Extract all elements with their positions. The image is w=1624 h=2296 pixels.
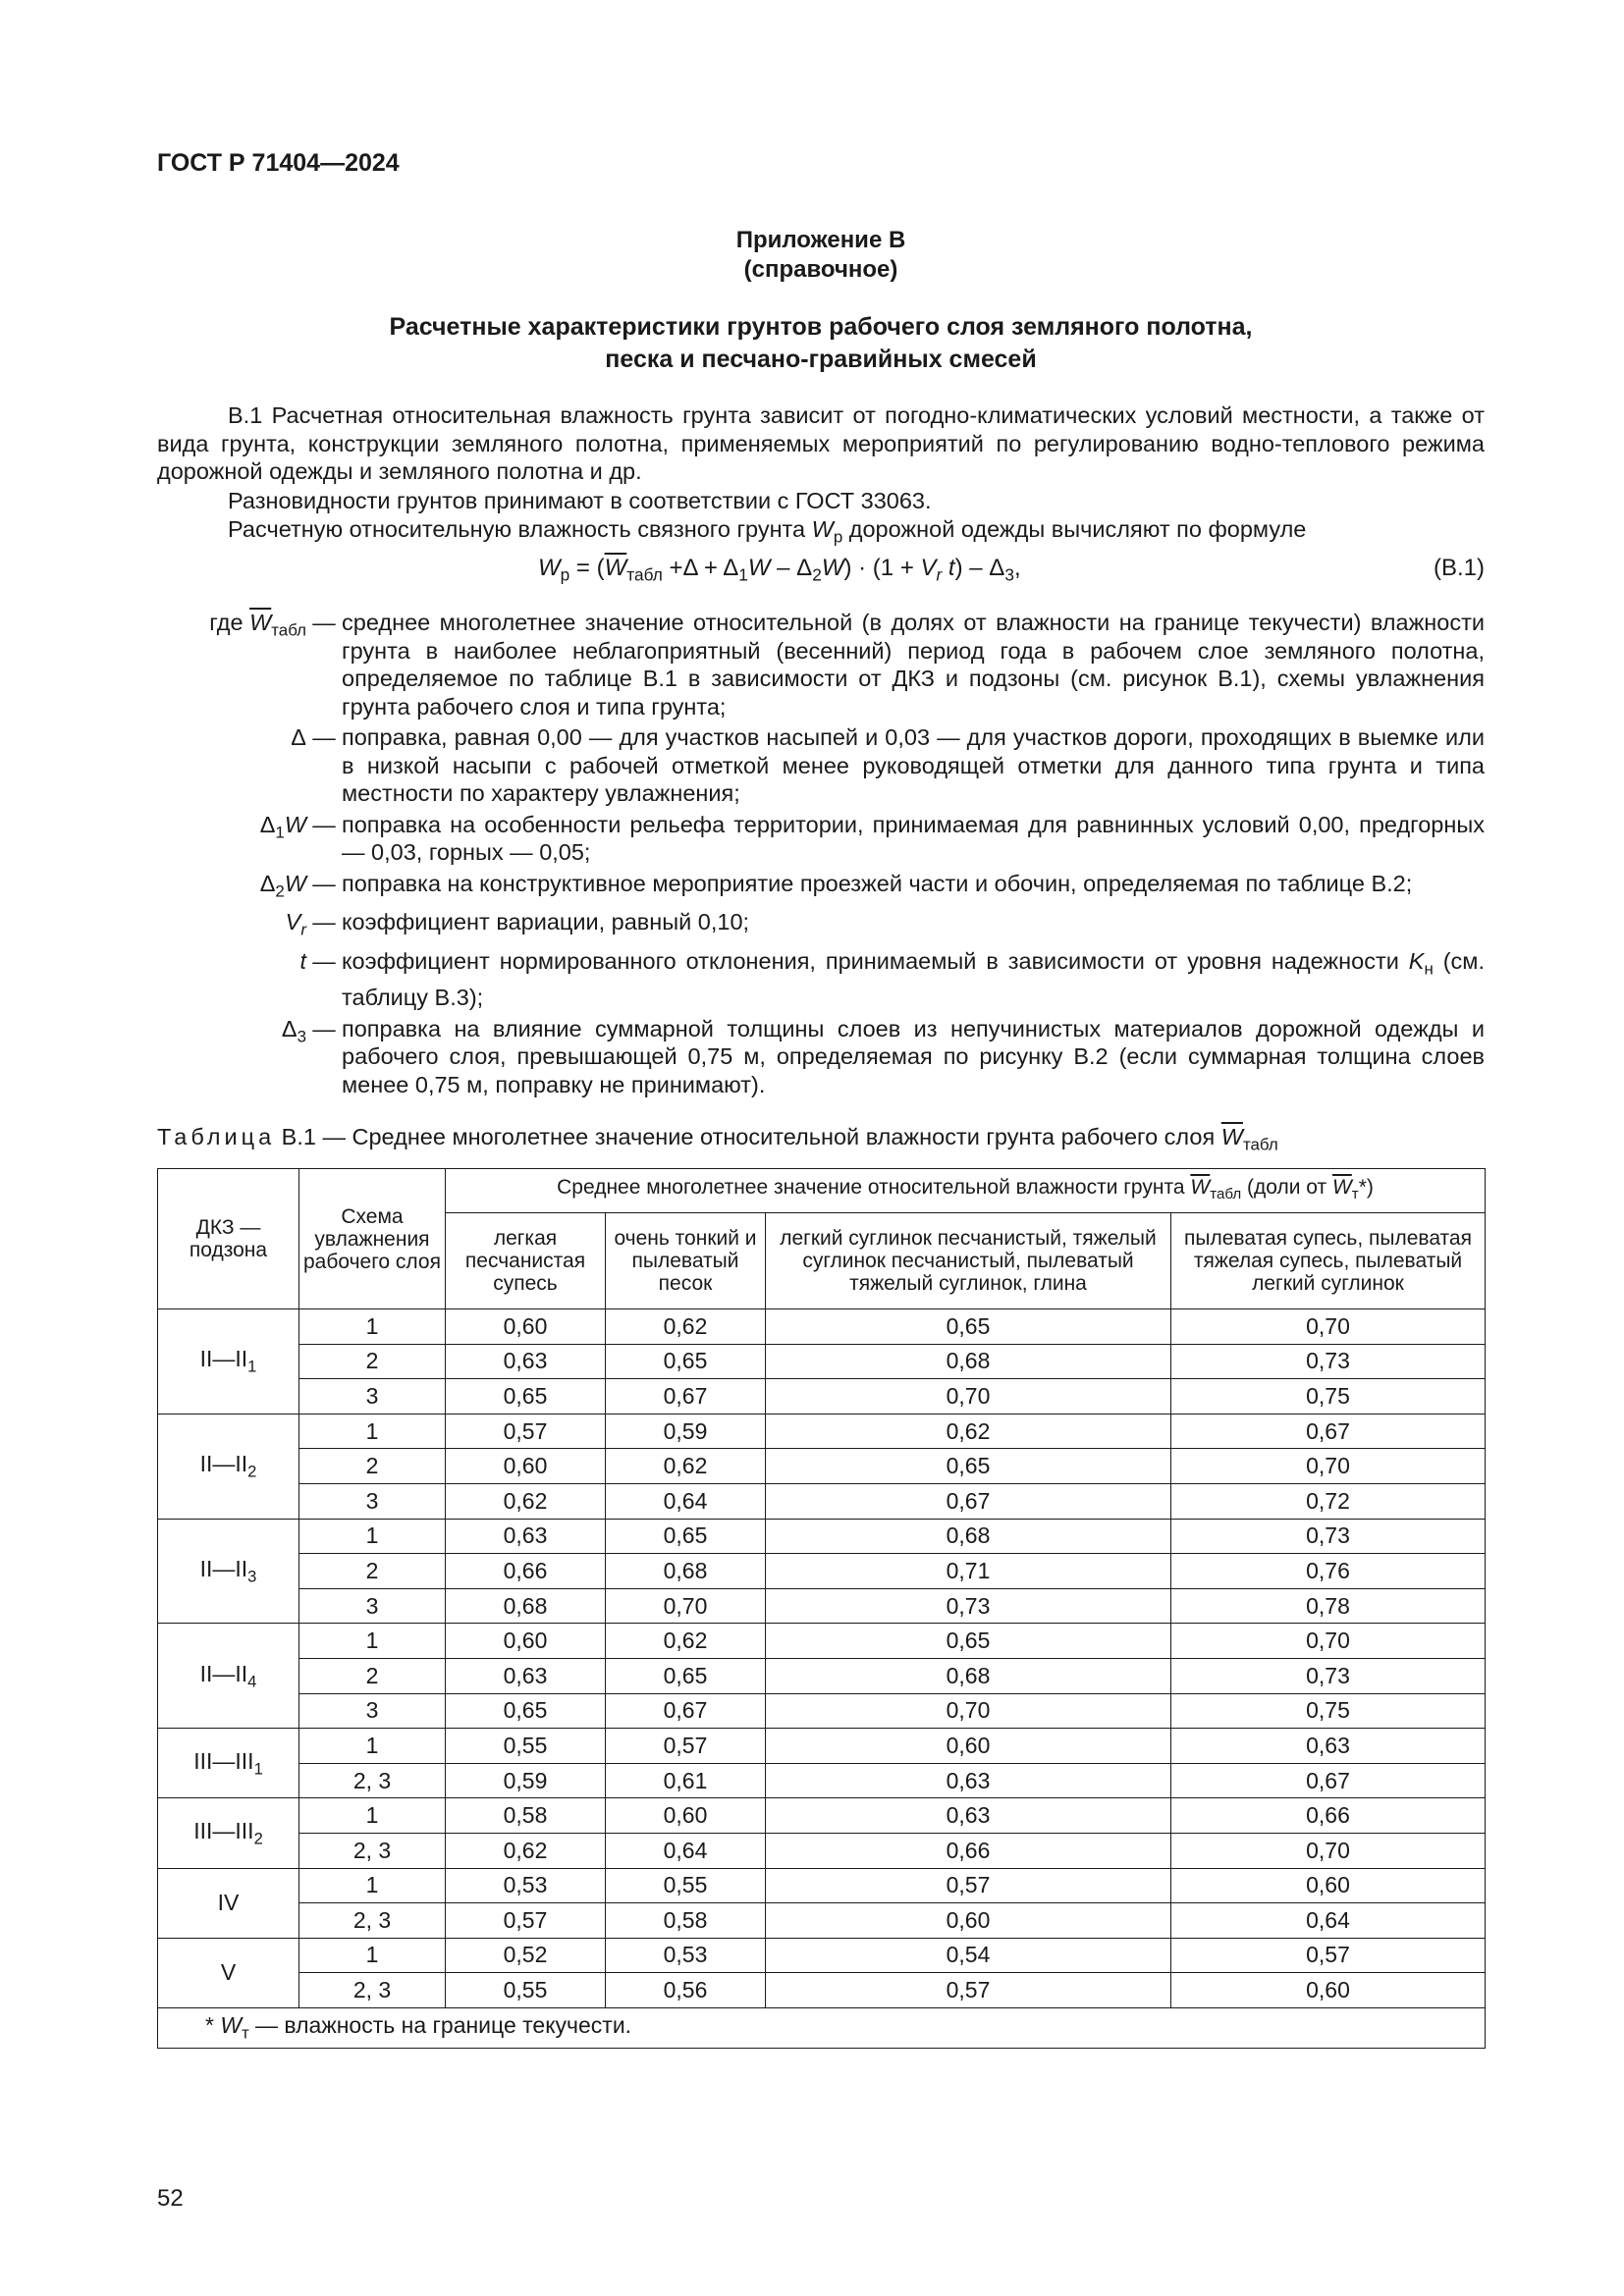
value-cell: 0,57 bbox=[606, 1729, 766, 1764]
table-row bbox=[158, 1938, 1486, 1973]
table-row bbox=[158, 1833, 1486, 1868]
definition-delta2w: $\Delta_2W$ — поправка на конструктивное мероприятие проезжей части и обочин, определяемая по таблице В.2; bbox=[157, 870, 1485, 906]
header-scheme: Схема увлажнения рабочего слоя bbox=[299, 1169, 446, 1309]
table-footnote: * $W_т$ — влажность на границе текучести. bbox=[158, 2007, 1486, 2048]
value-cell: 0,60 bbox=[1171, 1868, 1486, 1903]
paragraph-soil-types: Разновидности грунтов принимают в соответствии с ГОСТ 33063. bbox=[228, 488, 932, 513]
table-caption: Таблица В.1 — Среднее многолетнее значение относительной влажности грунта рабочего слоя $\overline{W}_{табл}$ bbox=[157, 1124, 1278, 1154]
definition-delta: Δ — поправка, равная 0,00 — для участков насыпей и 0,03 — для участков дороги, проходящих в выемке или в низкой насыпи с рабочей отметкой менее руководящей отметки для данного типа грунта и типа местности по характеру увлажнения; bbox=[157, 723, 1485, 808]
value-cell: 0,67 bbox=[1171, 1763, 1486, 1798]
definition-term: $V_r$ bbox=[285, 909, 306, 939]
definition-delta1w: $\Delta_1W$ — поправка на особенности рельефа территории, принимаемая для равнинных условий 0,00, предгорных — 0,03, горных — 0,05; bbox=[157, 811, 1485, 867]
header-soil-1: легкая песчанистая супесь bbox=[446, 1213, 606, 1309]
value-cell: 0,62 bbox=[606, 1449, 766, 1484]
section-title bbox=[157, 311, 1485, 376]
scheme-cell: 2 bbox=[299, 1344, 446, 1379]
value-cell: 0,70 bbox=[1171, 1309, 1486, 1345]
zone-cell: $II—II_4$ bbox=[158, 1624, 299, 1729]
section-title-line1: Расчетные характеристики грунтов рабочего слоя земляного полотна, bbox=[389, 313, 1253, 341]
value-cell: 0,65 bbox=[446, 1379, 606, 1415]
scheme-cell: 1 bbox=[299, 1519, 446, 1554]
table-row bbox=[158, 1483, 1486, 1519]
definition-text: коэффициент нормированного отклонения, принимаемый в зависимости от уровня надежности $K_н$ (см. таблицу В.3); bbox=[342, 948, 1485, 1011]
value-cell: 0,72 bbox=[1171, 1483, 1486, 1519]
table-row bbox=[158, 1973, 1486, 2008]
definitions-list bbox=[157, 609, 1485, 1101]
table-footnote-row bbox=[158, 2007, 1486, 2048]
value-cell: 0,63 bbox=[446, 1519, 606, 1554]
value-cell: 0,57 bbox=[1171, 1938, 1486, 1973]
zone-cell: IV bbox=[158, 1868, 299, 1938]
paragraph-b1: В.1 Расчетная относительная влажность грунта зависит от погодно-климатических условий местности, а также от вида грунта, конструкции земляного полотна, применяемых мероприятий по регулированию водно-теплового режима дорожной одежды и земляного полотна и др. bbox=[157, 402, 1485, 484]
zone-cell: V bbox=[158, 1938, 299, 2007]
scheme-cell: 2, 3 bbox=[299, 1973, 446, 2008]
scheme-cell: 2, 3 bbox=[299, 1833, 446, 1868]
value-cell: 0,60 bbox=[1171, 1973, 1486, 2008]
zone-cell: $III—III_2$ bbox=[158, 1798, 299, 1868]
value-cell: 0,62 bbox=[766, 1414, 1171, 1449]
value-cell: 0,60 bbox=[766, 1903, 1171, 1939]
appendix-type: (справочное) bbox=[743, 256, 898, 283]
zone-cell: $III—III_1$ bbox=[158, 1729, 299, 1798]
value-cell: 0,57 bbox=[766, 1973, 1171, 2008]
value-cell: 0,73 bbox=[1171, 1519, 1486, 1554]
zone-cell: $II—II_1$ bbox=[158, 1309, 299, 1415]
definition-vr: $V_r$ — коэффициент вариации, равный 0,10; bbox=[157, 908, 1485, 944]
table-caption-label: Таблица bbox=[157, 1124, 276, 1149]
value-cell: 0,67 bbox=[606, 1693, 766, 1729]
table-row bbox=[158, 1344, 1486, 1379]
table-row bbox=[158, 1588, 1486, 1624]
value-cell: 0,57 bbox=[446, 1414, 606, 1449]
definition-text: поправка на конструктивное мероприятие проезжей части и обочин, определяемая по таблице В.2; bbox=[342, 870, 1413, 896]
formula-b1 bbox=[157, 555, 1485, 586]
scheme-cell: 1 bbox=[299, 1798, 446, 1834]
value-cell: 0,62 bbox=[606, 1624, 766, 1659]
zone-cell: $II—II_2$ bbox=[158, 1414, 299, 1519]
standard-header: ГОСТ Р 71404—2024 bbox=[157, 149, 400, 177]
value-cell: 0,66 bbox=[766, 1833, 1171, 1868]
value-cell: 0,55 bbox=[446, 1729, 606, 1764]
value-cell: 0,68 bbox=[606, 1554, 766, 1589]
scheme-cell: 1 bbox=[299, 1868, 446, 1903]
value-cell: 0,63 bbox=[766, 1763, 1171, 1798]
definition-text: среднее многолетнее значение относительной (в долях от влажности на границе текучести) влажности грунта в наиболее неблагоприятный (весенний) период года в рабочем слое земляного полотна, определяемое по таблице В.1 в зависимости от ДКЗ и подзоны (см. рисунок В.1), схемы увлажнения грунта рабочего слоя и типа грунта; bbox=[342, 610, 1485, 720]
definition-term: Δ bbox=[291, 724, 306, 750]
definition-text: поправка, равная 0,00 — для участков насыпей и 0,03 — для участков дороги, проходящих в выемке или в низкой насыпи с рабочей отметкой менее руководящей отметки для данного типа грунта и типа местности по характеру увлажнения; bbox=[342, 724, 1485, 806]
value-cell: 0,78 bbox=[1171, 1588, 1486, 1624]
value-cell: 0,59 bbox=[606, 1414, 766, 1449]
value-cell: 0,70 bbox=[606, 1588, 766, 1624]
table-row bbox=[158, 1309, 1486, 1345]
value-cell: 0,54 bbox=[766, 1938, 1171, 1973]
value-cell: 0,71 bbox=[766, 1554, 1171, 1589]
definition-w-tabl: где $\overline{W}_{табл}$ — среднее многолетнее значение относительной (в долях от влажности на границе текучести) влажности грунта в наиболее неблагоприятный (весенний) период года в рабочем слое земляного полотна, определяемое по таблице В.1 в зависимости от ДКЗ и подзоны (см. рисунок В.1), схемы увлажнения грунта рабочего слоя и типа грунта; bbox=[157, 609, 1485, 721]
value-cell: 0,70 bbox=[1171, 1833, 1486, 1868]
value-cell: 0,65 bbox=[606, 1344, 766, 1379]
scheme-cell: 2 bbox=[299, 1554, 446, 1589]
value-cell: 0,57 bbox=[766, 1868, 1171, 1903]
scheme-cell: 1 bbox=[299, 1938, 446, 1973]
definition-term: $\Delta_1W$ bbox=[259, 811, 306, 841]
value-cell: 0,60 bbox=[446, 1449, 606, 1484]
value-cell: 0,58 bbox=[606, 1903, 766, 1939]
value-cell: 0,60 bbox=[446, 1309, 606, 1345]
value-cell: 0,63 bbox=[766, 1798, 1171, 1834]
definition-term: $\Delta_3$ bbox=[281, 1015, 306, 1046]
scheme-cell: 3 bbox=[299, 1588, 446, 1624]
value-cell: 0,67 bbox=[766, 1483, 1171, 1519]
table-row bbox=[158, 1729, 1486, 1764]
header-soil-2: очень тонкий и пылеватый песок bbox=[606, 1213, 766, 1309]
page-number: 52 bbox=[157, 2185, 184, 2212]
value-cell: 0,63 bbox=[446, 1658, 606, 1693]
formula-number: (В.1) bbox=[1433, 555, 1485, 581]
scheme-cell: 3 bbox=[299, 1379, 446, 1415]
value-cell: 0,62 bbox=[606, 1309, 766, 1345]
value-cell: 0,60 bbox=[606, 1798, 766, 1834]
scheme-cell: 2 bbox=[299, 1449, 446, 1484]
value-cell: 0,52 bbox=[446, 1938, 606, 1973]
zone-cell: $II—II_3$ bbox=[158, 1519, 299, 1624]
scheme-cell: 2, 3 bbox=[299, 1903, 446, 1939]
value-cell: 0,63 bbox=[1171, 1729, 1486, 1764]
value-cell: 0,68 bbox=[446, 1588, 606, 1624]
value-cell: 0,70 bbox=[1171, 1624, 1486, 1659]
scheme-cell: 3 bbox=[299, 1693, 446, 1729]
value-cell: 0,64 bbox=[1171, 1903, 1486, 1939]
value-cell: 0,65 bbox=[606, 1658, 766, 1693]
table-row bbox=[158, 1903, 1486, 1939]
table-row bbox=[158, 1763, 1486, 1798]
section-title-line2: песка и песчано-гравийных смесей bbox=[605, 346, 1037, 373]
value-cell: 0,55 bbox=[606, 1868, 766, 1903]
definition-text: коэффициент вариации, равный 0,10; bbox=[342, 909, 750, 935]
table-row bbox=[158, 1658, 1486, 1693]
value-cell: 0,53 bbox=[606, 1938, 766, 1973]
scheme-cell: 1 bbox=[299, 1624, 446, 1659]
scheme-cell: 1 bbox=[299, 1414, 446, 1449]
header-soil-3: легкий суглинок песчанистый, тяжелый суглинок песчанистый, пылеватый тяжелый суглинок, глина bbox=[766, 1213, 1171, 1309]
definition-term: $\Delta_2W$ bbox=[259, 870, 306, 900]
value-cell: 0,65 bbox=[766, 1309, 1171, 1345]
table-row bbox=[158, 1519, 1486, 1554]
appendix-title: Приложение В bbox=[735, 227, 906, 253]
value-cell: 0,59 bbox=[446, 1763, 606, 1798]
scheme-cell: 2, 3 bbox=[299, 1763, 446, 1798]
table-row bbox=[158, 1379, 1486, 1415]
value-cell: 0,73 bbox=[1171, 1344, 1486, 1379]
table-row bbox=[158, 1693, 1486, 1729]
value-cell: 0,62 bbox=[446, 1833, 606, 1868]
value-cell: 0,68 bbox=[766, 1344, 1171, 1379]
value-cell: 0,70 bbox=[1171, 1449, 1486, 1484]
moisture-table bbox=[157, 1168, 1486, 2049]
definition-term: t bbox=[299, 948, 306, 975]
value-cell: 0,63 bbox=[446, 1344, 606, 1379]
value-cell: 0,65 bbox=[766, 1449, 1171, 1484]
header-soil-4: пылеватая супесь, пылеватая тяжелая супесь, пылеватый легкий суглинок bbox=[1171, 1213, 1486, 1309]
value-cell: 0,65 bbox=[766, 1624, 1171, 1659]
scheme-cell: 2 bbox=[299, 1658, 446, 1693]
value-cell: 0,57 bbox=[446, 1903, 606, 1939]
scheme-cell: 1 bbox=[299, 1729, 446, 1764]
value-cell: 0,73 bbox=[1171, 1658, 1486, 1693]
value-cell: 0,75 bbox=[1171, 1693, 1486, 1729]
value-cell: 0,67 bbox=[1171, 1414, 1486, 1449]
definition-t: t — коэффициент нормированного отклонения, принимаемый в зависимости от уровня надежности $K_н$ (см. таблицу В.3); bbox=[157, 947, 1485, 1011]
definition-text: поправка на влияние суммарной толщины слоев из непучинистых материалов дорожной одежды и рабочего слоя, превышающей 0,75 м, определяемая по рисунку В.2 (если суммарная толщина слоев менее 0,75 м, поправку не принимают). bbox=[342, 1015, 1485, 1097]
value-cell: 0,76 bbox=[1171, 1554, 1486, 1589]
value-cell: 0,60 bbox=[766, 1729, 1171, 1764]
value-cell: 0,68 bbox=[766, 1519, 1171, 1554]
table-row bbox=[158, 1624, 1486, 1659]
table-row bbox=[158, 1449, 1486, 1484]
value-cell: 0,75 bbox=[1171, 1379, 1486, 1415]
value-cell: 0,70 bbox=[766, 1693, 1171, 1729]
value-cell: 0,70 bbox=[766, 1379, 1171, 1415]
header-dkz: ДКЗ — подзона bbox=[158, 1169, 299, 1309]
definition-delta3: $\Delta_3$ — поправка на влияние суммарной толщины слоев из непучинистых материалов дорожной одежды и рабочего слоя, превышающей 0,75 м, определяемая по рисунку В.2 (если суммарная толщина слоев менее 0,75 м, поправку не принимают). bbox=[157, 1015, 1485, 1099]
scheme-cell: 1 bbox=[299, 1309, 446, 1345]
value-cell: 0,60 bbox=[446, 1624, 606, 1659]
header-group: Среднее многолетнее значение относительной влажности грунта $\overline{W}_{табл}$ (доли от $\overline{W}_т*$) bbox=[446, 1169, 1486, 1213]
value-cell: 0,66 bbox=[446, 1554, 606, 1589]
value-cell: 0,73 bbox=[766, 1588, 1171, 1624]
value-cell: 0,66 bbox=[1171, 1798, 1486, 1834]
definition-term: где $\overline{W}_{табл}$ bbox=[209, 610, 306, 640]
value-cell: 0,65 bbox=[446, 1693, 606, 1729]
table-row bbox=[158, 1554, 1486, 1589]
value-cell: 0,53 bbox=[446, 1868, 606, 1903]
table-body bbox=[158, 1309, 1486, 2049]
table-row bbox=[158, 1868, 1486, 1903]
table-row bbox=[158, 1414, 1486, 1449]
value-cell: 0,64 bbox=[606, 1833, 766, 1868]
value-cell: 0,56 bbox=[606, 1973, 766, 2008]
formula-expression: $W_р = (\overline{W}_{табл} +\Delta + \Delta_1W - \Delta_2W) \cdot (1 + V_r$ $t) - \Delta_3$, bbox=[538, 555, 1021, 585]
value-cell: 0,61 bbox=[606, 1763, 766, 1798]
value-cell: 0,67 bbox=[606, 1379, 766, 1415]
value-cell: 0,58 bbox=[446, 1798, 606, 1834]
scheme-cell: 3 bbox=[299, 1483, 446, 1519]
definition-text: поправка на особенности рельефа территории, принимаемая для равнинных условий 0,00, предгорных — 0,03, горных — 0,05; bbox=[342, 811, 1485, 865]
value-cell: 0,68 bbox=[766, 1658, 1171, 1693]
value-cell: 0,65 bbox=[606, 1519, 766, 1554]
value-cell: 0,55 bbox=[446, 1973, 606, 2008]
paragraph-formula-intro: Расчетную относительную влажность связного грунта $W_р$ дорожной одежды вычисляют по формуле bbox=[228, 516, 1307, 547]
value-cell: 0,62 bbox=[446, 1483, 606, 1519]
appendix-heading bbox=[157, 226, 1485, 285]
table-row bbox=[158, 1798, 1486, 1834]
value-cell: 0,64 bbox=[606, 1483, 766, 1519]
